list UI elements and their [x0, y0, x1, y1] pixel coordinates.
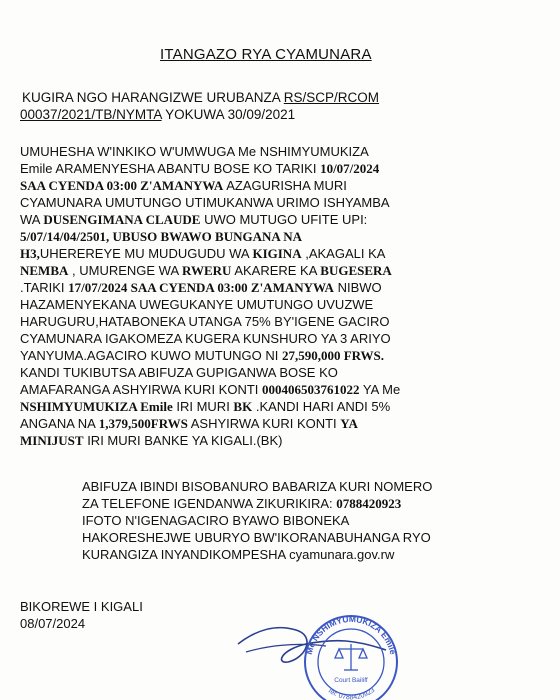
body-text: HAZAMENYEKANA UWEGUKANYE UMUTUNGO UVUZWE [20, 297, 374, 312]
body-line [20, 160, 379, 177]
body-text: ANGANA NA [20, 416, 99, 431]
body-text: NIBWO [333, 280, 382, 295]
body-text: Emile ARAMENYESHA ABANTU BOSE KO TARIKI [20, 161, 321, 176]
body-text: UHEREREYE MU MUDUGUDU WA [39, 246, 253, 261]
body-line [20, 313, 389, 330]
body-bold: YA [340, 416, 358, 431]
footer-place: BIKOREWE I KIGALI [20, 599, 143, 614]
body-line [20, 330, 391, 347]
body-text: , UMURENGE WA [68, 263, 183, 278]
body-text: KANDI TUKIBUTSA ABIFUZA GUPIGANWA BOSE KO [20, 365, 338, 380]
body-text: UMUHESHA W'INKIKO W'UMWUGA Me NSHIMYUMUKIZA [20, 144, 369, 159]
body-text: UWO MUTUGO UFITE UPI: [200, 212, 368, 227]
body-text: AMAFARANGA ASHYIRWA KURI KONTI [20, 382, 262, 397]
result-date-time: 17/07/2024 SAA CYENDA 03:00 Z'AMANYWA [68, 280, 334, 295]
body-text: .TARIKI [20, 280, 69, 295]
parcel-upi: 5/07/14/04/2501, UBUSO BWAWO BUNGANA NA [20, 229, 303, 244]
body-line [20, 262, 392, 279]
body-text: AZAGURISHA MURI [223, 178, 347, 193]
body-line [20, 364, 338, 381]
contact-line [82, 478, 432, 495]
district-name: BUGESERA [320, 263, 392, 278]
page-title: ITANGAZO RYA CYAMUNARA [160, 46, 372, 63]
contact-line [82, 495, 401, 512]
body-line [20, 177, 347, 194]
case-reference-line-1 [22, 89, 379, 106]
cell-name: NEMBA [20, 263, 69, 278]
ministry-name: MINIJUST [20, 433, 84, 448]
body-text: ASHYIRWA KURI KONTI [187, 416, 341, 431]
bank-name: BK [233, 399, 253, 414]
body-text: CYAMUNARA IGAKOMEZA KUGERA KUNSHURO YA 3 ARIYO [20, 331, 391, 346]
body-text: WA [20, 212, 44, 227]
case-number-part-1: RS/SCP/RCOM [283, 90, 380, 105]
body-line [20, 194, 390, 211]
body-line [20, 245, 385, 262]
case-reference-line-2 [20, 106, 295, 123]
body-text: ,AKAGALI KA [301, 246, 386, 261]
stamp-court-text: Court Bailiff [334, 677, 368, 684]
body-text: CYAMUNARA UMUTUNGO UTIMUKANWA URIMO ISHYAMBA [20, 195, 390, 210]
sector-name: RWERU [182, 263, 232, 278]
body-text: IRI MURI BANKE YA KIGALI.(BK) [83, 433, 283, 448]
body-line [20, 296, 373, 313]
contact-text: HAKORESHEJWE UBURYO BW'IKORANABUHANGA RYO [82, 530, 431, 545]
body-bold: H3, [20, 246, 40, 261]
body-text: YANYUMA.AGACIRO KUWO MUTUNGO NI [20, 348, 282, 363]
body-line [20, 432, 282, 449]
bailiff-name: NSHIMYUMUKIZA Emile [20, 399, 173, 414]
contact-text: IFOTO N'IGENAGACIRO BYAWO BIBONEKA [82, 513, 350, 528]
body-text: .KANDI HARI ANDI 5% [252, 399, 391, 414]
scales-of-justice-icon [335, 644, 367, 670]
contact-line [82, 512, 349, 529]
property-value: 27,590,000 FRWS. [281, 348, 385, 363]
owner-name: DUSENGIMANA CLAUDE [43, 212, 201, 227]
case-intro-text: KUGIRA NGO HARANGIZWE URUBANZA [22, 90, 284, 105]
body-line [20, 228, 302, 245]
body-line [20, 415, 358, 432]
contact-text: ZA TELEFONE IGENDANWA ZIKURIKIRA: [82, 496, 337, 511]
fee-amount: 1,379,500FRWS [98, 416, 188, 431]
auction-time: SAA CYENDA 03:00 Z'AMANYWA [20, 178, 224, 193]
official-stamp [236, 600, 426, 700]
contact-text: KURANGIZA INYANDIKOMPESHA [82, 547, 290, 562]
body-line [20, 143, 369, 160]
body-line [20, 211, 367, 228]
case-number-part-2: 00037/2021/TB/NYMTA [20, 107, 162, 122]
case-date: YOKUWA 30/09/2021 [161, 107, 296, 122]
body-text: HARUGURU,HATABONEKA UTANGA 75% BY'IGENE GACIRO [20, 314, 390, 329]
body-line [20, 398, 390, 415]
body-line [20, 279, 382, 296]
account-number: 000406503761022 [262, 382, 360, 397]
body-text: YA Me [359, 382, 401, 397]
body-text: AKARERE KA [231, 263, 321, 278]
auction-date: 10/07/2024 [320, 161, 380, 176]
website-link[interactable]: cyamunara.gov.rw [289, 547, 395, 562]
contact-text: ABIFUZA IBINDI BISOBANURO BABARIZA KURI NOMERO [82, 479, 433, 494]
contact-line [82, 529, 431, 546]
body-line [20, 381, 400, 398]
footer-date: 08/07/2024 [20, 616, 86, 631]
stamp-phone-text: Tel: 0788420923 [325, 686, 377, 700]
body-line [20, 347, 384, 364]
stamp-name-text: Me NSHIMYUMUKIZA Emile [303, 613, 399, 656]
contact-line [82, 546, 394, 563]
body-text: IRI MURI [172, 399, 234, 414]
village-name: KIGINA [252, 246, 302, 261]
phone-number: 0788420923 [336, 496, 402, 511]
